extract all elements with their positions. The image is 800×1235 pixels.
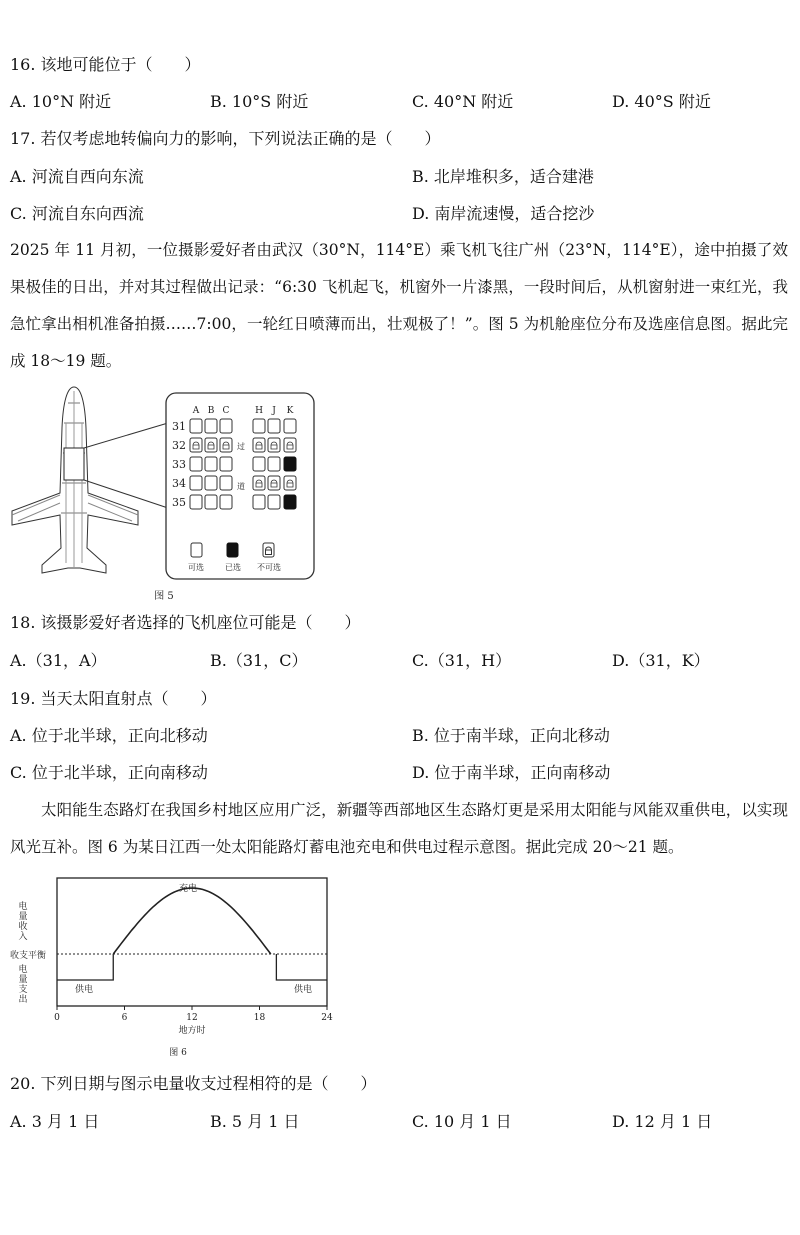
x-tick-label: 12 [186, 1013, 198, 1023]
question-19-stem: 19. 当天太阳直射点（ ） [10, 689, 217, 708]
x-axis-label: 地方时 [178, 1026, 206, 1036]
seat-available [220, 495, 232, 509]
seat-available [284, 419, 296, 433]
legend-available-icon [191, 543, 202, 557]
q20-option-d: D. 12 月 1 日 [612, 1112, 713, 1131]
seat-available [268, 419, 280, 433]
q19-option-b: B. 位于南半球，正向北移动 [412, 726, 610, 745]
income-label: 电量收入 [18, 902, 28, 942]
q18-option-d: D.（31，K） [612, 651, 710, 670]
seat-available [190, 476, 202, 490]
q17-option-d: D. 南岸流速慢，适合挖沙 [412, 204, 595, 223]
q19-option-d: D. 位于南半球，正向南移动 [412, 763, 611, 782]
expense-label: 电量支出 [18, 965, 28, 1005]
col-label: B [207, 406, 215, 416]
question-16-stem: 16. 该地可能位于（ ） [10, 55, 201, 74]
figure-5-seat-map [8, 383, 318, 605]
q20-option-c: C. 10 月 1 日 [412, 1112, 512, 1131]
seat-available [220, 419, 232, 433]
q19-option-c: C. 位于北半球，正向南移动 [10, 763, 208, 782]
q20-option-b: B. 5 月 1 日 [210, 1112, 300, 1131]
row-label: 32 [172, 439, 186, 452]
reading-passage-streetlight: 太阳能生态路灯在我国乡村地区应用广泛，新疆等西部地区生态路灯更是采用太阳能与风能双重供电，以实现风光互补。图 6 为某日江西一处太阳能路灯蓄电池充电和供电过程示意图。据此完成 20～21 题。 [10, 801, 788, 856]
legend-taken-icon [227, 543, 238, 557]
q16-option-c: C. 40°N 附近 [412, 92, 514, 111]
figure-6-chart [8, 872, 338, 1064]
legend-label: 不可选 [257, 563, 281, 572]
seat-available [220, 476, 232, 490]
seat-taken [284, 457, 296, 471]
figure-6-caption: 图 6 [169, 1048, 187, 1058]
col-label: H [255, 406, 263, 416]
seat-available [190, 419, 202, 433]
x-tick-label: 0 [54, 1013, 60, 1023]
row-label: 34 [172, 477, 186, 490]
q18-option-c: C.（31，H） [412, 651, 512, 670]
q17-option-a: A. 河流自西向东流 [10, 167, 144, 186]
q17-option-c: C. 河流自东向西流 [10, 204, 144, 223]
seat-available [253, 457, 265, 471]
seat-available [205, 495, 217, 509]
x-ticks [54, 1006, 333, 1023]
legend-label: 可选 [188, 563, 204, 572]
row-label: 35 [172, 496, 186, 509]
aisle-label: 道 [237, 482, 245, 491]
row-label: 33 [172, 458, 186, 471]
row-label: 31 [172, 420, 186, 433]
legend-label: 已选 [225, 563, 241, 572]
q19-option-a: A. 位于北半球，正向北移动 [10, 726, 208, 745]
seat-available [268, 495, 280, 509]
seat-available [205, 476, 217, 490]
airplane-icon [12, 387, 138, 573]
q18-option-b: B.（31，C） [210, 651, 308, 670]
seat-available [190, 495, 202, 509]
supply-label-left: 供电 [74, 985, 94, 995]
q18-option-a: A.（31，A） [10, 651, 107, 670]
reading-passage-flight: 2025 年 11 月初，一位摄影爱好者由武汉（30°N，114°E）乘飞机飞往广州（23°N，114°E），途中拍摄了效果极佳的日出，并对其过程做出记录：“6:30 飞机起飞，机窗外一片漆黑，一段时间后，从机窗射进一束红光，我急忙拿出相机准备拍摄……7:00，一轮红日喷薄而出，壮观极了！”。图 5 为机舱座位分布及选座信息图。据此完成 18～19 题。 [10, 241, 788, 370]
x-tick-label: 6 [121, 1013, 128, 1023]
q16-option-d: D. 40°S 附近 [612, 92, 711, 111]
q16-option-b: B. 10°S 附近 [210, 92, 309, 111]
balance-label: 收支平衡 [9, 951, 47, 961]
question-17-stem: 17. 若仅考虑地转偏向力的影响，下列说法正确的是（ ） [10, 129, 441, 148]
x-tick-label: 24 [321, 1013, 333, 1023]
col-label: J [272, 406, 276, 416]
seat-taken [284, 495, 296, 509]
figure-5-caption: 图 5 [154, 591, 174, 602]
aisle-label: 过 [237, 442, 245, 451]
seat-available [253, 419, 265, 433]
col-label: K [286, 406, 294, 416]
question-18-stem: 18. 该摄影爱好者选择的飞机座位可能是（ ） [10, 613, 361, 632]
chart-frame [57, 878, 327, 1006]
supply-label-right: 供电 [293, 985, 313, 995]
charge-label: 充电 [178, 884, 198, 894]
seat-available [205, 419, 217, 433]
question-20-stem: 20. 下列日期与图示电量收支过程相符的是（ ） [10, 1074, 377, 1093]
seat-available [205, 457, 217, 471]
x-tick-label: 18 [253, 1013, 266, 1023]
y-labels [10, 900, 46, 1005]
q20-option-a: A. 3 月 1 日 [10, 1112, 100, 1131]
seat-available [268, 457, 280, 471]
col-label: C [222, 406, 230, 416]
q17-option-b: B. 北岸堆积多，适合建港 [412, 167, 594, 186]
seat-available [220, 457, 232, 471]
seat-available [253, 495, 265, 509]
q16-option-a: A. 10°N 附近 [10, 92, 112, 111]
seat-available [190, 457, 202, 471]
col-label: A [192, 406, 200, 416]
